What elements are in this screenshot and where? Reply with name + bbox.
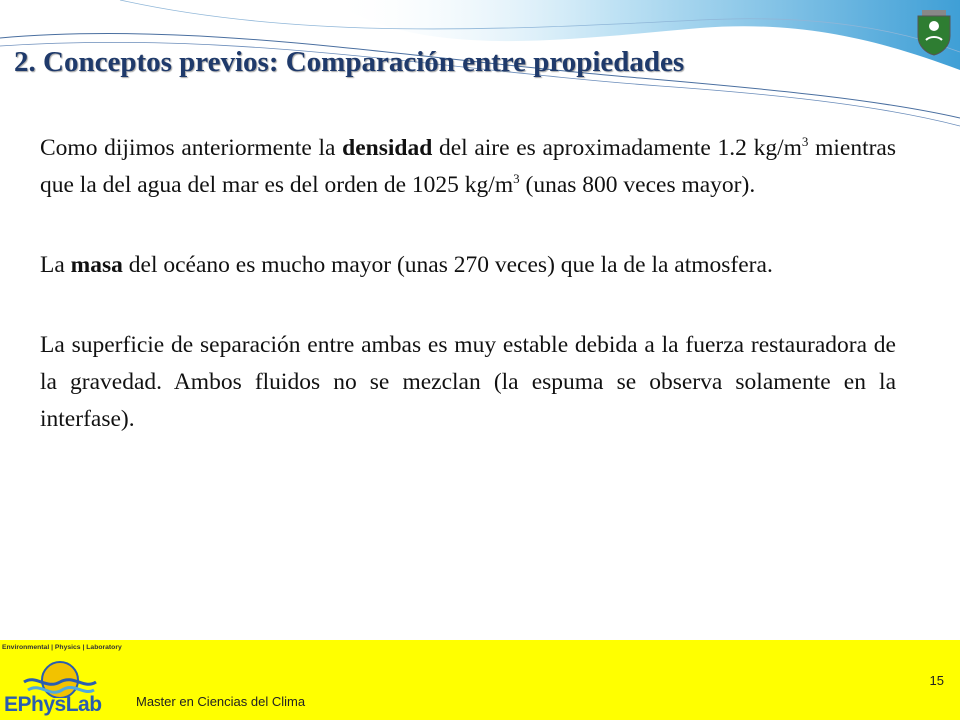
footer-course-label: Master en Ciencias del Clima — [136, 694, 306, 709]
slide-title: 2. Conceptos previos: Comparación entre propiedades — [14, 46, 685, 78]
logo-name: EPhysLab — [4, 693, 102, 716]
bold-term-densidad: densidad — [342, 135, 433, 161]
paragraph-interface: La superficie de separación entre ambas es muy estable debida a la fuerza restauradora de la gravedad. Ambos fluidos no se mezclan (la espuma se observa solamente en la interfase). — [40, 332, 896, 432]
bold-term-masa: masa — [70, 252, 123, 278]
page-number: 15 — [929, 673, 944, 688]
paragraph-density: Como dijimos anteriormente la densidad del aire es aproximadamente 1.2 $kg/m^3$ mientras que la del agua del mar es del orden de 1025 $kg/m^3$ (unas 800 veces mayor). — [40, 134, 897, 198]
ephyslab-logo — [0, 640, 122, 720]
slide-content — [40, 130, 896, 481]
logo-caption: Environmental | Physics | Laboratory — [2, 644, 122, 651]
paragraph-mass: La masa del océano es mucho mayor (unas 270 veces) que la de la atmosfera. — [40, 252, 773, 278]
footer-bar — [0, 640, 960, 720]
sun-wave-logo-icon — [20, 652, 100, 698]
university-emblem-icon — [914, 8, 954, 56]
